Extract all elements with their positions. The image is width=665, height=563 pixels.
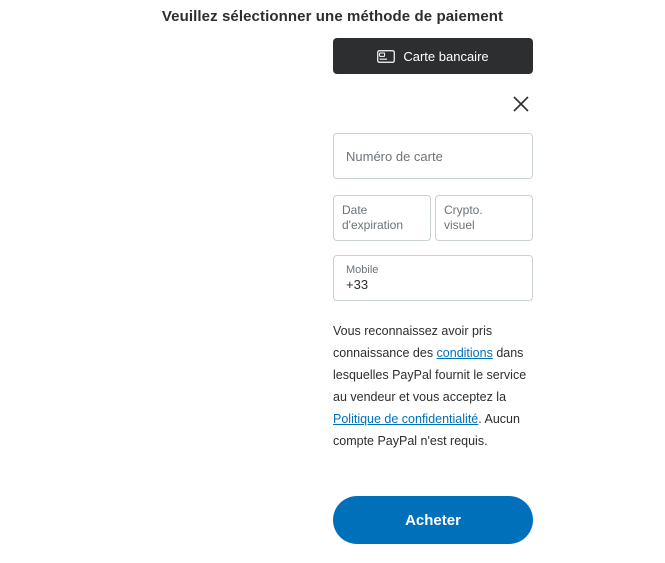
expiry-date-placeholder-line1: Date [342, 203, 368, 217]
mobile-input[interactable] [333, 255, 533, 301]
payment-method-card-button[interactable] [333, 38, 533, 74]
payment-method-card-label: Carte bancaire [403, 48, 489, 64]
legal-text [333, 320, 533, 452]
legal-part-1: Vous reconnaissez avoir pris connaissance des [333, 324, 493, 360]
credit-card-icon [377, 50, 395, 63]
cvv-placeholder-line2: visuel [444, 218, 475, 232]
privacy-policy-link[interactable]: Politique de confidentialité [333, 412, 479, 426]
cvv-placeholder-line1: Crypto. [444, 203, 483, 217]
cvv-input[interactable] [435, 195, 533, 241]
mobile-label: Mobile [346, 264, 379, 276]
expiry-cvv-row [333, 195, 533, 241]
mobile-value: +33 [346, 277, 369, 292]
close-button[interactable] [509, 93, 533, 117]
buy-button[interactable]: Acheter [333, 496, 533, 544]
expiry-date-input[interactable] [333, 195, 431, 241]
card-number-placeholder: Numéro de carte [346, 148, 443, 164]
conditions-link[interactable]: conditions [436, 346, 493, 360]
legal-part-2: dans lesquelles PayPal fournit le service au vendeur et vous acceptez la [333, 346, 527, 404]
legal-part-3: . Aucun compte PayPal n'est requis. [333, 412, 520, 448]
close-row [333, 92, 533, 118]
close-icon [511, 94, 531, 117]
expiry-date-placeholder-line2: d'expiration [342, 218, 403, 232]
page-title: Veuillez sélectionner une méthode de paiement [161, 8, 504, 25]
card-number-input[interactable] [333, 133, 533, 179]
payment-method-panel [333, 38, 533, 74]
